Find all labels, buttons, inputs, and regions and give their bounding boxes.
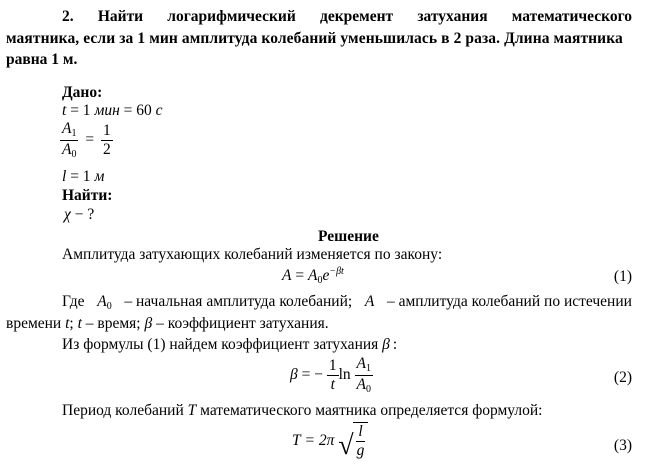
solution-heading: Решение <box>318 228 379 245</box>
p3-text: Из формулы (1) найдем коэффициент затухания <box>62 336 379 353</box>
eq2-t: t <box>330 375 335 393</box>
p2-time-word: времени <box>6 315 62 332</box>
equation-1-number: (1) <box>613 268 632 285</box>
eq3-eq: = 2π <box>300 431 335 449</box>
ratio-eq: = <box>85 131 95 148</box>
p2-sep: ; <box>69 315 74 332</box>
eq1-lhs: A <box>282 267 292 284</box>
ratio-fraction-a <box>60 120 78 160</box>
p4-text-1: Период колебаний <box>62 402 184 419</box>
find-question: − ? <box>70 206 95 223</box>
find-chi: χ <box>64 206 71 223</box>
ratio-a0: A <box>62 140 72 158</box>
problem-line-3: равна 1 м. <box>6 51 78 68</box>
eq1-exponent: −βt <box>329 266 344 277</box>
ratio-a1-sub: 1 <box>71 128 77 139</box>
eq1-eq: = <box>291 267 308 284</box>
eq2-fraction-1 <box>327 357 339 394</box>
eq1-a0: A <box>307 267 318 284</box>
equation-3 <box>292 422 368 460</box>
sqrt-symbol: √ <box>338 429 354 461</box>
p2-text-1: – начальная амплитуда колебаний; <box>124 293 353 310</box>
solution-p1: Амплитуда затухающих колебаний изменяется по закону: <box>62 246 443 263</box>
problem-line-2: маятника, если за 1 мин амплитуда колебаний уменьшилась в 2 раза. Длина маятника <box>6 30 623 47</box>
eq2-eq: = − <box>297 366 323 383</box>
solution-p3 <box>62 336 397 354</box>
solution-p2-line1 <box>62 293 632 312</box>
eq1-e: e <box>322 267 330 284</box>
ratio-a1: A <box>62 120 72 137</box>
given-l-var: l <box>62 168 67 185</box>
given-t-var: t <box>62 102 67 119</box>
problem-number: 2. <box>62 8 74 25</box>
given-l-unit: м <box>94 168 105 185</box>
eq3-g: g <box>356 441 365 459</box>
ratio-a0-sub: 0 <box>71 148 77 160</box>
given-time <box>62 102 163 120</box>
given-ratio <box>60 120 113 160</box>
ratio-fraction-b <box>101 122 113 159</box>
p2-t-var2: t <box>77 315 82 332</box>
p3-beta: β <box>382 336 390 353</box>
solution-p4 <box>62 402 542 420</box>
given-l-eq: = 1 <box>66 168 95 185</box>
ratio-one: 1 <box>102 121 111 139</box>
p3-colon: : <box>392 336 398 353</box>
eq2-a1-sub: 1 <box>366 363 371 374</box>
p2-a0: A <box>97 293 107 310</box>
eq2-a0-sub: 0 <box>366 383 371 395</box>
problem-line-1 <box>62 8 632 26</box>
given-length <box>62 168 104 186</box>
eq1-a0-sub: 0 <box>317 275 323 286</box>
find-target <box>64 206 94 224</box>
eq2-a1: A <box>356 355 366 372</box>
eq3-sqrt <box>338 422 368 460</box>
find-label: Найти: <box>62 187 113 204</box>
eq2-a0: A <box>356 375 366 393</box>
p2-where: Где <box>62 293 85 310</box>
given-t-eq: = 1 <box>66 102 95 119</box>
p2-a0-sub: 0 <box>106 301 112 312</box>
eq2-ln: ln <box>338 366 351 383</box>
solution-p2-line2 <box>6 315 329 333</box>
p2-t-var: t <box>65 315 70 332</box>
ratio-two: 2 <box>102 140 111 158</box>
given-t-unit-s: с <box>155 102 163 119</box>
p2-beta-text: – коэффициент затухания. <box>156 315 329 332</box>
eq2-lhs: β <box>290 366 298 383</box>
equation-2-number: (2) <box>613 369 632 386</box>
given-label: Дано: <box>62 84 103 101</box>
p4-t-var: T <box>187 402 197 419</box>
p2-text-2: – амплитуда колебаний по истечении <box>386 293 632 310</box>
equation-3-number: (3) <box>613 437 632 454</box>
eq3-fraction <box>355 423 367 460</box>
equation-1 <box>282 266 344 286</box>
eq2-fraction-2 <box>355 355 373 395</box>
given-t-eq2: = 60 <box>119 102 156 119</box>
p2-time-text: – время; <box>85 315 141 332</box>
equation-2 <box>290 355 373 395</box>
p2-a: A <box>364 293 375 310</box>
p4-text-2: математического маятника определяется формулой: <box>200 402 543 419</box>
problem-text-1: Найти логарифмический декремент затухания математического <box>97 8 632 25</box>
given-t-unit-min: мин <box>94 102 120 119</box>
eq2-one: 1 <box>328 356 337 374</box>
eq3-l: l <box>358 423 363 440</box>
p2-beta: β <box>144 315 153 332</box>
eq3-lhs: T <box>292 431 301 449</box>
